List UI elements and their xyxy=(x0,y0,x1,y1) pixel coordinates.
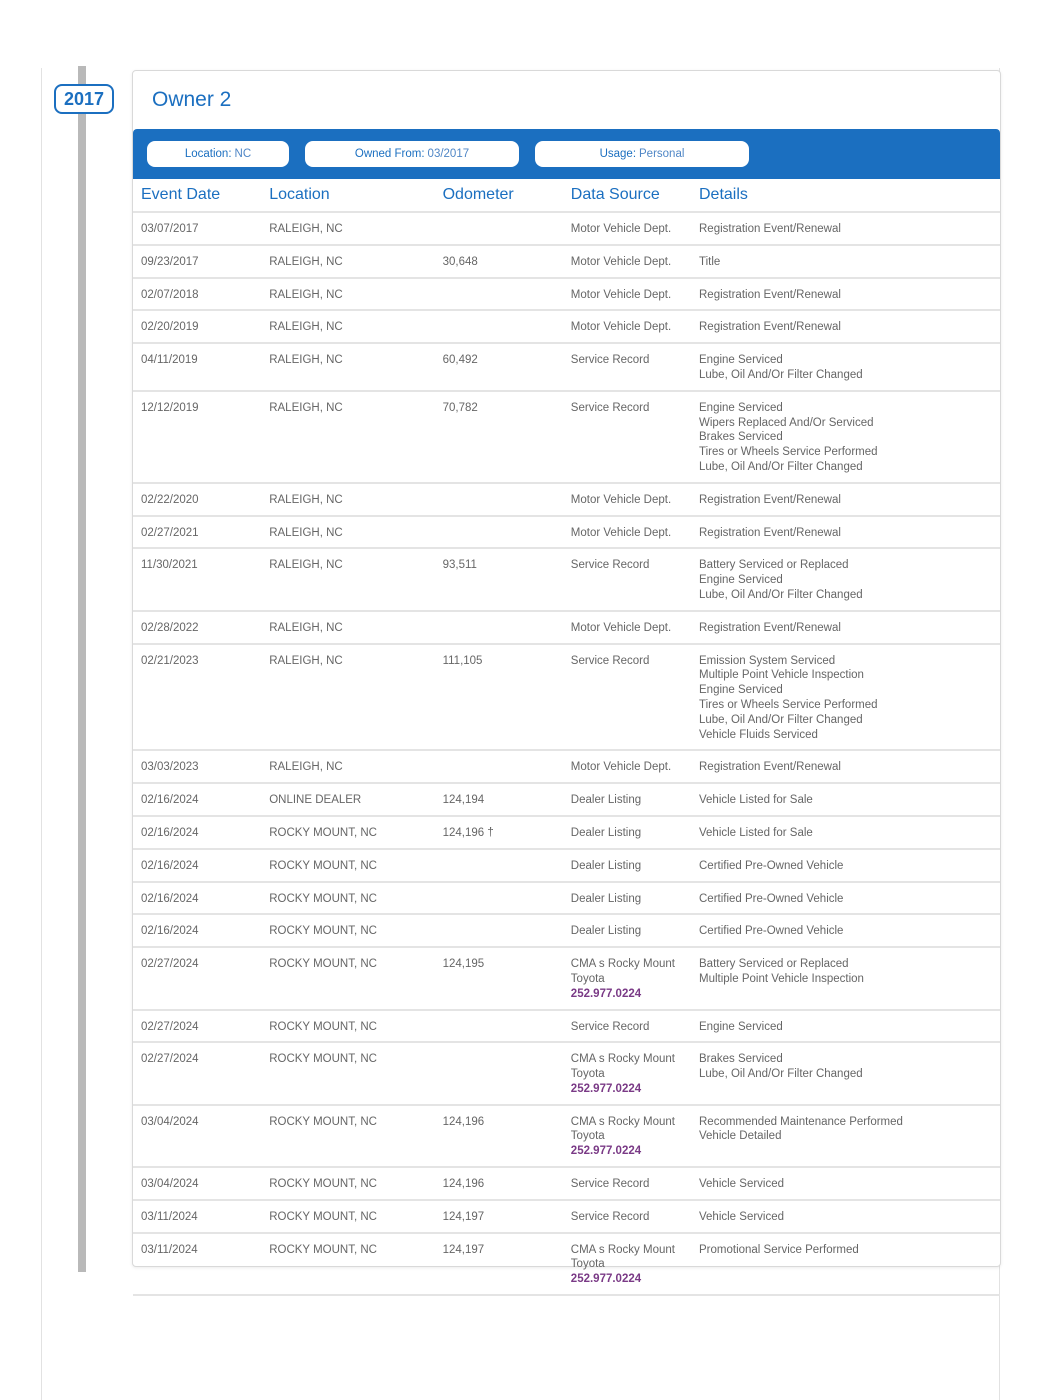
detail-line: Registration Event/Renewal xyxy=(699,621,841,634)
data-source-line: Motor Vehicle Dept. xyxy=(570,761,672,774)
cell-data-source xyxy=(563,914,691,947)
cell-odometer: 124,197 xyxy=(435,1200,563,1233)
dealer-phone: 252.977.0224 xyxy=(570,1082,642,1095)
detail-line: Vehicle Detailed xyxy=(699,1130,782,1143)
table-row xyxy=(133,947,1000,1009)
data-source-line: Motor Vehicle Dept. xyxy=(570,321,672,334)
cell-odometer xyxy=(435,1010,563,1043)
detail-line: Registration Event/Renewal xyxy=(699,223,841,235)
cell-details xyxy=(691,947,1000,1009)
cell-details xyxy=(691,1010,1000,1043)
cell-location: ROCKY MOUNT, NC xyxy=(261,1167,434,1200)
table-row xyxy=(133,548,1000,610)
table-row xyxy=(133,849,1000,882)
data-source-line: Toyota xyxy=(570,1258,605,1271)
owner-title: Owner 2 xyxy=(152,88,232,111)
column-header-odometer: Odometer xyxy=(435,179,563,212)
cell-event-date: 02/07/2018 xyxy=(133,278,261,311)
detail-line: Certified Pre-Owned Vehicle xyxy=(699,859,844,872)
data-source-line: Motor Vehicle Dept. xyxy=(570,223,672,235)
usage-label: Usage: xyxy=(599,148,637,160)
table-row xyxy=(133,1233,1000,1295)
detail-line: Lube, Oil And/Or Filter Changed xyxy=(699,460,863,473)
cell-event-date: 02/27/2024 xyxy=(133,947,261,1009)
cell-odometer xyxy=(435,310,563,343)
data-source-line: CMA s Rocky Mount xyxy=(570,1053,675,1066)
cell-data-source xyxy=(563,882,691,915)
cell-event-date: 03/04/2024 xyxy=(133,1167,261,1200)
table-row xyxy=(133,516,1000,549)
detail-line: Lube, Oil And/Or Filter Changed xyxy=(699,713,863,726)
owner-info-bar xyxy=(133,129,1000,179)
detail-line: Tires or Wheels Service Performed xyxy=(699,698,878,711)
cell-odometer xyxy=(435,483,563,516)
detail-line: Tires or Wheels Service Performed xyxy=(699,446,878,459)
detail-line: Multiple Point Vehicle Inspection xyxy=(699,669,864,682)
cell-details xyxy=(691,783,1000,816)
location-label: Location: xyxy=(184,148,232,160)
cell-location: RALEIGH, NC xyxy=(261,611,434,644)
cell-odometer: 60,492 xyxy=(435,343,563,391)
cell-event-date: 02/21/2023 xyxy=(133,644,261,751)
cell-odometer: 124,197 xyxy=(435,1233,563,1295)
table-row xyxy=(133,1010,1000,1043)
cell-event-date: 02/16/2024 xyxy=(133,783,261,816)
table-row xyxy=(133,644,1000,751)
cell-details xyxy=(691,245,1000,278)
cell-details xyxy=(691,1042,1000,1104)
cell-event-date: 02/28/2022 xyxy=(133,611,261,644)
cell-location: ROCKY MOUNT, NC xyxy=(261,914,434,947)
detail-line: Registration Event/Renewal xyxy=(699,288,841,301)
cell-event-date: 02/22/2020 xyxy=(133,483,261,516)
cell-data-source xyxy=(563,548,691,610)
cell-data-source xyxy=(563,278,691,311)
cell-event-date: 12/12/2019 xyxy=(133,391,261,483)
cell-location: RALEIGH, NC xyxy=(261,516,434,549)
cell-data-source xyxy=(563,611,691,644)
cell-event-date: 03/03/2023 xyxy=(133,750,261,783)
cell-details xyxy=(691,548,1000,610)
data-source-line: Motor Vehicle Dept. xyxy=(570,493,672,506)
detail-line: Vehicle Serviced xyxy=(699,1178,785,1191)
detail-line: Certified Pre-Owned Vehicle xyxy=(699,925,844,938)
data-source-line: Toyota xyxy=(570,972,605,985)
cell-odometer xyxy=(435,278,563,311)
cell-location: ROCKY MOUNT, NC xyxy=(261,947,434,1009)
table-row xyxy=(133,245,1000,278)
detail-line: Multiple Point Vehicle Inspection xyxy=(699,972,864,985)
table-header-row xyxy=(133,179,1000,212)
cell-data-source xyxy=(563,1010,691,1043)
data-source-line: Dealer Listing xyxy=(570,794,642,807)
cell-details xyxy=(691,212,1000,245)
cell-location: RALEIGH, NC xyxy=(261,310,434,343)
detail-line: Brakes Serviced xyxy=(699,1053,783,1066)
detail-line: Certified Pre-Owned Vehicle xyxy=(699,892,844,905)
table-row xyxy=(133,1042,1000,1104)
cell-event-date: 02/27/2024 xyxy=(133,1010,261,1043)
table-row xyxy=(133,882,1000,915)
detail-line: Vehicle Fluids Serviced xyxy=(699,728,818,741)
cell-location: RALEIGH, NC xyxy=(261,391,434,483)
cell-data-source xyxy=(563,1233,691,1295)
cell-details xyxy=(691,1200,1000,1233)
cell-event-date: 03/04/2024 xyxy=(133,1105,261,1167)
cell-odometer: 70,782 xyxy=(435,391,563,483)
usage-pill xyxy=(535,141,749,167)
column-header-data-source: Data Source xyxy=(563,179,691,212)
cell-data-source xyxy=(563,1200,691,1233)
cell-event-date: 03/11/2024 xyxy=(133,1233,261,1295)
detail-line: Vehicle Serviced xyxy=(699,1210,785,1223)
cell-event-date: 04/11/2019 xyxy=(133,343,261,391)
cell-details xyxy=(691,816,1000,849)
cell-location: ROCKY MOUNT, NC xyxy=(261,1042,434,1104)
table-row xyxy=(133,1167,1000,1200)
table-row xyxy=(133,1105,1000,1167)
cell-details xyxy=(691,1105,1000,1167)
detail-line: Lube, Oil And/Or Filter Changed xyxy=(699,588,863,601)
column-header-details: Details xyxy=(691,179,1000,212)
cell-odometer xyxy=(435,849,563,882)
page-border-left xyxy=(41,68,42,1400)
detail-line: Battery Serviced or Replaced xyxy=(699,958,849,971)
data-source-line: Service Record xyxy=(570,559,650,572)
cell-data-source xyxy=(563,483,691,516)
cell-details xyxy=(691,1233,1000,1295)
cell-data-source xyxy=(563,516,691,549)
data-source-line: Dealer Listing xyxy=(570,859,642,872)
location-value: NC xyxy=(234,148,252,160)
cell-details xyxy=(691,391,1000,483)
data-source-line: Service Record xyxy=(570,1020,650,1033)
data-source-line: Toyota xyxy=(570,1068,605,1081)
cell-data-source xyxy=(563,750,691,783)
data-source-line: Service Record xyxy=(570,354,650,367)
cell-odometer xyxy=(435,516,563,549)
location-pill xyxy=(147,141,289,167)
cell-details xyxy=(691,849,1000,882)
owned-from-label: Owned From: xyxy=(354,148,425,160)
data-source-line: Service Record xyxy=(570,1210,650,1223)
cell-location: RALEIGH, NC xyxy=(261,750,434,783)
cell-odometer: 30,648 xyxy=(435,245,563,278)
column-header-event-date: Event Date xyxy=(133,179,261,212)
data-source-line: Motor Vehicle Dept. xyxy=(570,526,672,539)
table-row xyxy=(133,783,1000,816)
cell-event-date: 11/30/2021 xyxy=(133,548,261,610)
cell-data-source xyxy=(563,816,691,849)
data-source-line: Motor Vehicle Dept. xyxy=(570,288,672,301)
cell-location: ONLINE DEALER xyxy=(261,783,434,816)
table-row xyxy=(133,343,1000,391)
cell-data-source xyxy=(563,310,691,343)
detail-line: Engine Serviced xyxy=(699,684,783,697)
cell-data-source xyxy=(563,391,691,483)
cell-details xyxy=(691,750,1000,783)
data-source-line: Dealer Listing xyxy=(570,892,642,905)
data-source-line: CMA s Rocky Mount xyxy=(570,958,675,971)
table-row xyxy=(133,1200,1000,1233)
table-row xyxy=(133,611,1000,644)
cell-odometer xyxy=(435,611,563,644)
cell-details xyxy=(691,644,1000,751)
cell-data-source xyxy=(563,1167,691,1200)
cell-odometer: 124,196 xyxy=(435,1105,563,1167)
cell-event-date: 02/16/2024 xyxy=(133,882,261,915)
data-source-line: Service Record xyxy=(570,401,650,414)
table-row xyxy=(133,391,1000,483)
data-source-line: CMA s Rocky Mount xyxy=(570,1243,675,1256)
cell-event-date: 02/27/2021 xyxy=(133,516,261,549)
data-source-line: Service Record xyxy=(570,654,650,667)
cell-odometer: 111,105 xyxy=(435,644,563,751)
detail-line: Registration Event/Renewal xyxy=(699,761,841,774)
detail-line: Wipers Replaced And/Or Serviced xyxy=(699,416,874,429)
cell-odometer: 124,194 xyxy=(435,783,563,816)
cell-details xyxy=(691,882,1000,915)
owned-from-pill xyxy=(305,141,519,167)
detail-line: Registration Event/Renewal xyxy=(699,321,841,334)
detail-line: Engine Serviced xyxy=(699,574,783,587)
cell-location: RALEIGH, NC xyxy=(261,278,434,311)
cell-data-source xyxy=(563,1105,691,1167)
cell-data-source xyxy=(563,644,691,751)
cell-odometer xyxy=(435,914,563,947)
cell-event-date: 02/20/2019 xyxy=(133,310,261,343)
cell-odometer xyxy=(435,750,563,783)
detail-line: Lube, Oil And/Or Filter Changed xyxy=(699,368,863,381)
cell-location: ROCKY MOUNT, NC xyxy=(261,849,434,882)
dealer-phone: 252.977.0224 xyxy=(570,1145,642,1158)
cell-location: RALEIGH, NC xyxy=(261,483,434,516)
cell-odometer: 124,196 xyxy=(435,1167,563,1200)
cell-event-date: 02/16/2024 xyxy=(133,849,261,882)
table-row xyxy=(133,750,1000,783)
detail-line: Battery Serviced or Replaced xyxy=(699,559,849,572)
data-source-line: Motor Vehicle Dept. xyxy=(570,255,672,268)
cell-location: ROCKY MOUNT, NC xyxy=(261,816,434,849)
detail-line: Brakes Serviced xyxy=(699,431,783,444)
cell-location: ROCKY MOUNT, NC xyxy=(261,1233,434,1295)
cell-details xyxy=(691,310,1000,343)
cell-odometer: 124,195 xyxy=(435,947,563,1009)
data-source-line: Dealer Listing xyxy=(570,925,642,938)
cell-location: RALEIGH, NC xyxy=(261,343,434,391)
cell-odometer: 93,511 xyxy=(435,548,563,610)
cell-location: RALEIGH, NC xyxy=(261,644,434,751)
cell-location: RALEIGH, NC xyxy=(261,212,434,245)
cell-odometer xyxy=(435,212,563,245)
cell-details xyxy=(691,611,1000,644)
cell-data-source xyxy=(563,947,691,1009)
cell-event-date: 02/27/2024 xyxy=(133,1042,261,1104)
data-source-line: Service Record xyxy=(570,1178,650,1191)
table-row xyxy=(133,212,1000,245)
cell-odometer xyxy=(435,882,563,915)
cell-details xyxy=(691,1167,1000,1200)
detail-line: Registration Event/Renewal xyxy=(699,526,841,539)
table-row xyxy=(133,914,1000,947)
detail-line: Emission System Serviced xyxy=(699,654,836,667)
cell-location: RALEIGH, NC xyxy=(261,245,434,278)
owner-card xyxy=(132,70,1001,1286)
data-source-line: Toyota xyxy=(570,1130,605,1143)
detail-line: Promotional Service Performed xyxy=(699,1243,859,1256)
detail-line: Vehicle Listed for Sale xyxy=(699,826,813,839)
cell-location: ROCKY MOUNT, NC xyxy=(261,882,434,915)
data-source-line: Dealer Listing xyxy=(570,826,642,839)
cell-location: RALEIGH, NC xyxy=(261,548,434,610)
cell-details xyxy=(691,483,1000,516)
dealer-phone: 252.977.0224 xyxy=(570,1273,642,1286)
detail-line: Recommended Maintenance Performed xyxy=(699,1115,903,1128)
cell-odometer: 124,196 † xyxy=(435,816,563,849)
cell-event-date: 02/16/2024 xyxy=(133,914,261,947)
usage-value: Personal xyxy=(639,148,685,160)
timeline-bar xyxy=(78,66,86,1272)
column-header-location: Location xyxy=(261,179,434,212)
cell-location: ROCKY MOUNT, NC xyxy=(261,1010,434,1043)
cell-event-date: 02/16/2024 xyxy=(133,816,261,849)
history-table xyxy=(133,179,1000,1296)
cell-data-source xyxy=(563,343,691,391)
cell-event-date: 03/11/2024 xyxy=(133,1200,261,1233)
detail-line: Title xyxy=(699,255,721,268)
cell-location: ROCKY MOUNT, NC xyxy=(261,1105,434,1167)
cell-location: ROCKY MOUNT, NC xyxy=(261,1200,434,1233)
cell-data-source xyxy=(563,245,691,278)
data-source-line: Motor Vehicle Dept. xyxy=(570,621,672,634)
cell-data-source xyxy=(563,783,691,816)
cell-details xyxy=(691,516,1000,549)
table-row xyxy=(133,310,1000,343)
detail-line: Engine Serviced xyxy=(699,1020,783,1033)
dealer-phone: 252.977.0224 xyxy=(570,987,642,1000)
detail-line: Engine Serviced xyxy=(699,354,783,367)
table-row xyxy=(133,278,1000,311)
table-row xyxy=(133,483,1000,516)
cell-odometer xyxy=(435,1042,563,1104)
cell-event-date: 03/07/2017 xyxy=(133,212,261,245)
data-source-line: CMA s Rocky Mount xyxy=(570,1115,675,1128)
cell-data-source xyxy=(563,849,691,882)
owned-from-value: 03/2017 xyxy=(427,148,470,160)
detail-line: Engine Serviced xyxy=(699,401,783,414)
cell-data-source xyxy=(563,1042,691,1104)
table-row xyxy=(133,816,1000,849)
cell-details xyxy=(691,343,1000,391)
cell-details xyxy=(691,278,1000,311)
detail-line: Vehicle Listed for Sale xyxy=(699,794,813,807)
year-badge: 2017 xyxy=(54,84,114,114)
detail-line: Lube, Oil And/Or Filter Changed xyxy=(699,1068,863,1081)
cell-data-source xyxy=(563,212,691,245)
detail-line: Registration Event/Renewal xyxy=(699,493,841,506)
cell-event-date: 09/23/2017 xyxy=(133,245,261,278)
cell-details xyxy=(691,914,1000,947)
